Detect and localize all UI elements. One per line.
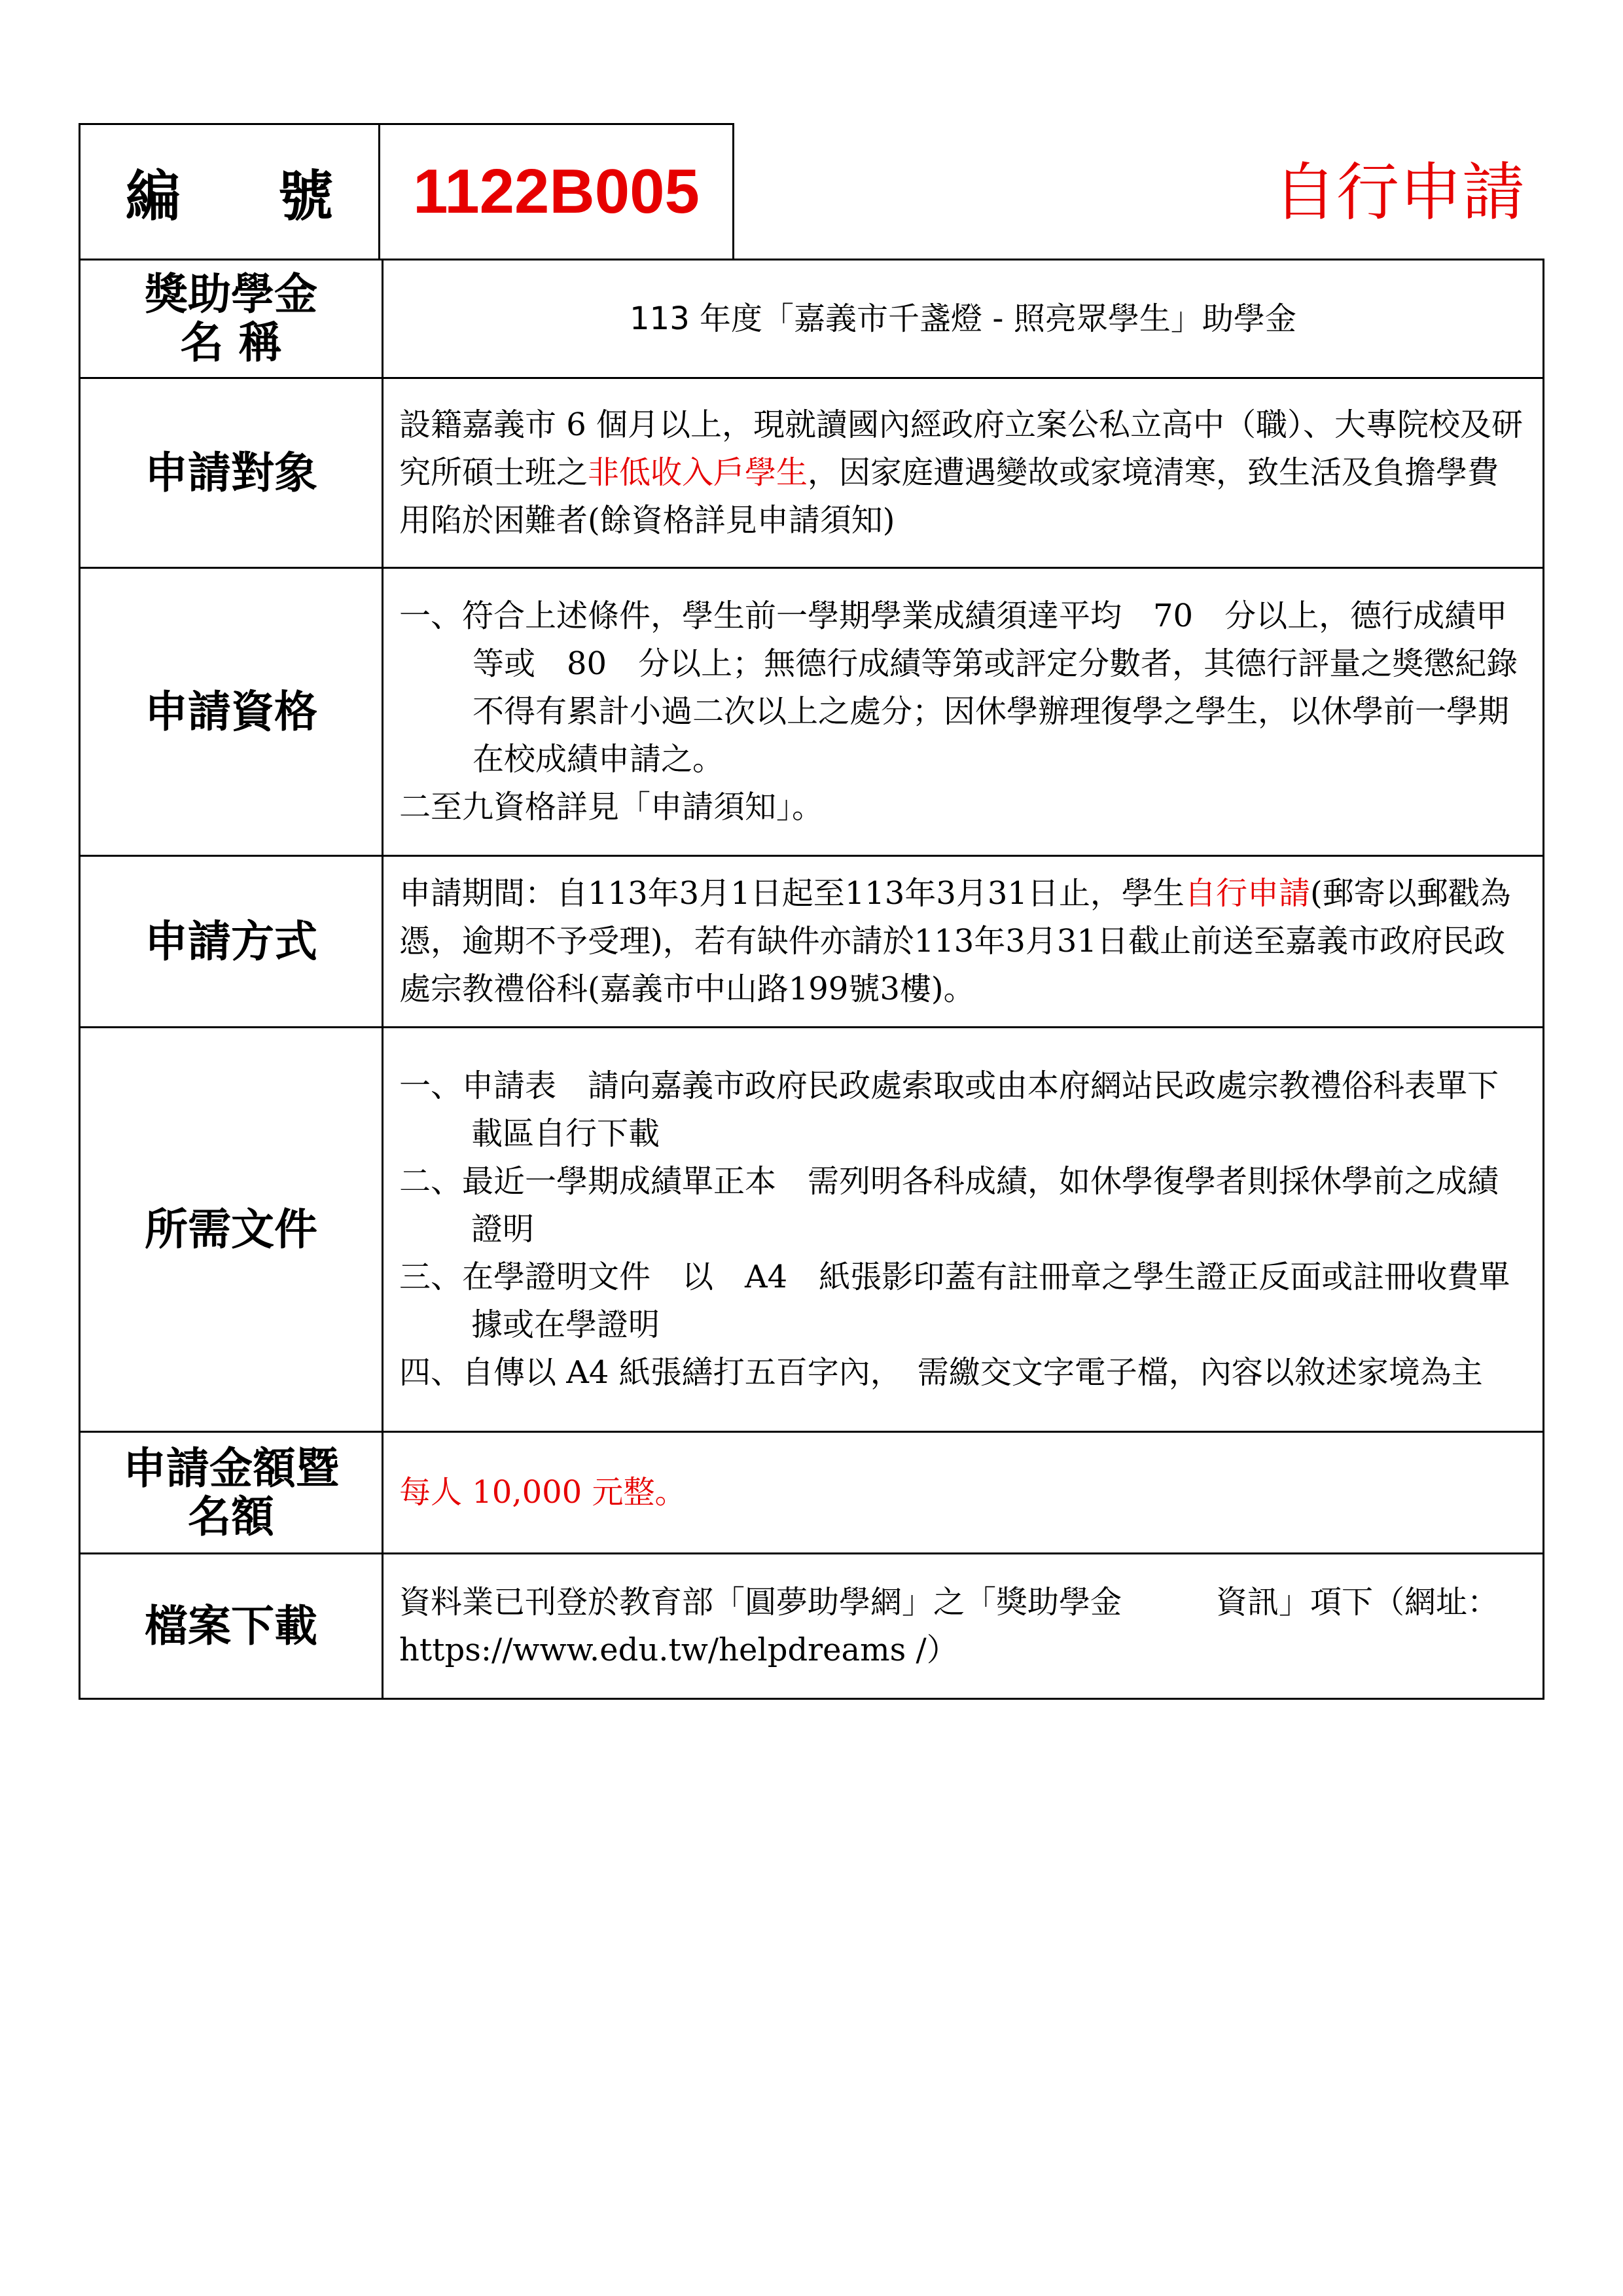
row-applicants [80,378,1544,568]
row-amount [80,1432,1544,1554]
eligibility-label: 申請資格 [80,568,383,856]
document-item: 四、自傳以 A4 紙張繕打五百字內， 需繳交文字電子檔，內容以敘述家境為主 [399,1354,1483,1391]
id-label: 編 號 [80,125,380,259]
row-method [80,856,1544,1028]
row-eligibility [80,568,1544,856]
document-item: 三、在學證明文件 以 A4 紙張影印蓋有註冊章之學生證正反面或註冊收費單據或在學證明 [399,1259,1510,1343]
row-scholarship-name [80,260,1544,378]
row-download [80,1554,1544,1699]
documents-value [383,1028,1544,1432]
applicants-label: 申請對象 [80,378,383,568]
document-item: 二、最近一學期成績單正本 需列明各科成績，如休學復學者則採休學前之成績證明 [399,1163,1499,1247]
method-highlight: 自行申請 [1184,875,1310,912]
scholarship-name-value: 113 年度「嘉義市千盞燈 - 照亮眾學生」助學金 [383,260,1544,378]
download-value: 資料業已刊登於教育部「圓夢助學網」之「獎助學金 資訊」項下（網址：https://www.edu.tw/helpdreams /） [383,1554,1544,1699]
header-row [79,123,1544,260]
eligibility-item: 二至九資格詳見「申請須知」。 [399,789,824,825]
application-type: 自行申請 [1274,156,1525,229]
applicants-value: 設籍嘉義市 6 個月以上，現就讀國內經政府立案公私立高中（職）、大專院校及研究所碩士班之非低收入戶學生，因家庭遭遇變故或家境清寒，致生活及負擔學費用陷於困難者(餘資格詳見申請須知) [383,378,1544,568]
eligibility-value [383,568,1544,856]
scholarship-table [79,259,1544,1700]
eligibility-item: 一、符合上述條件，學生前一學期學業成績須達平均 70 分以上，德行成績甲等或 80 分以上；無德行成績等第或評定分數者，其德行評量之獎懲紀錄不得有累計小過二次以上之處分；因休學辦理復學之學生，以休學前一學期在校成績申請之。 [399,598,1518,778]
amount-label: 申請金額暨 名額 [80,1432,383,1554]
method-value: 申請期間：自113年3月1日起至113年3月31日止，學生自行申請(郵寄以郵戳為憑，逾期不予受理)，若有缺件亦請於113年3月31日截止前送至嘉義市政府民政處宗教禮俗科(嘉義市中山路199號3樓)。 [383,856,1544,1028]
applicants-highlight: 非低收入戶學生 [588,454,808,491]
id-box [79,123,734,260]
row-documents [80,1028,1544,1432]
download-label: 檔案下載 [80,1554,383,1699]
document-item: 一、申請表 請向嘉義市政府民政處索取或由本府網站民政處宗教禮俗科表單下載區自行下載 [399,1067,1499,1152]
scholarship-info-sheet [79,123,1544,1700]
id-number: 1122B005 [413,156,700,226]
scholarship-name-label: 獎助學金 名 稱 [80,260,383,378]
method-label: 申請方式 [80,856,383,1028]
amount-value: 每人 10,000 元整。 [383,1432,1544,1554]
documents-label: 所需文件 [80,1028,383,1432]
